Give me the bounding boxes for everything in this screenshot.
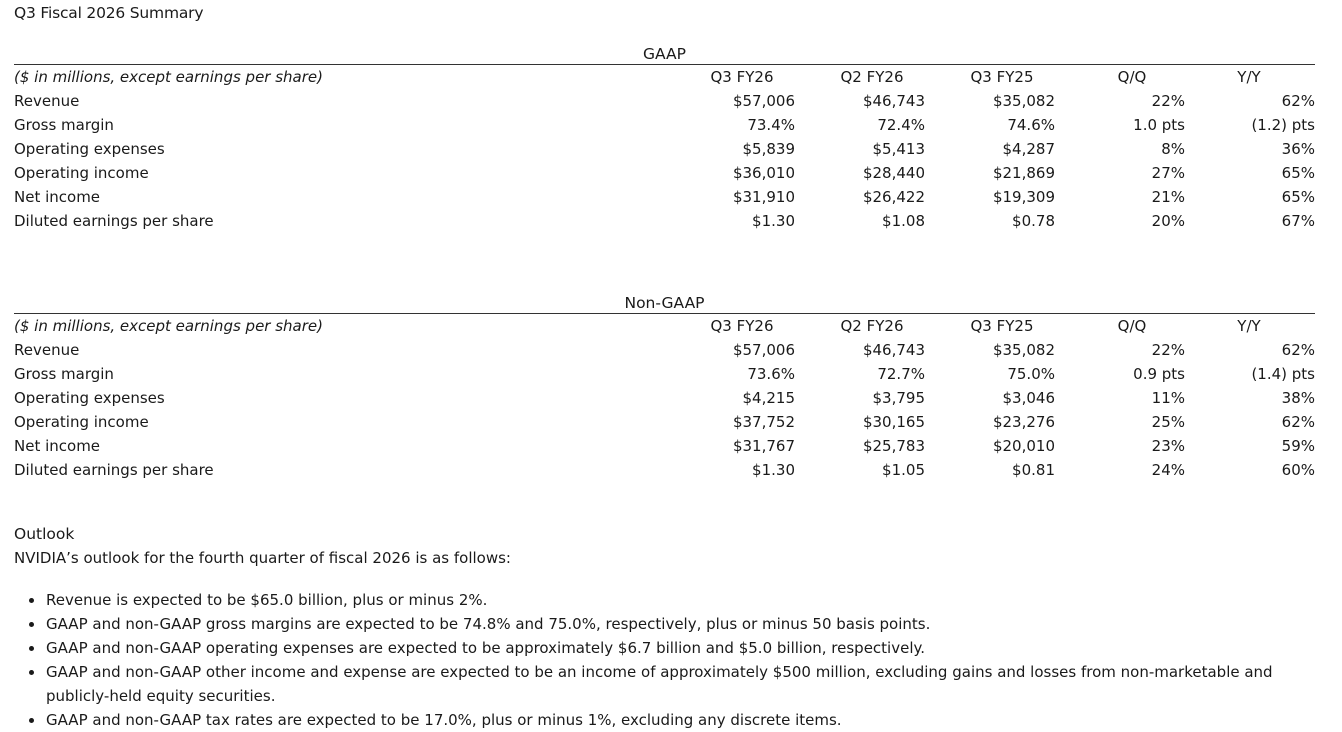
- cell-value: $31,910: [732, 188, 795, 206]
- cell-value: 75.0%: [1007, 365, 1055, 383]
- page-title: Q3 Fiscal 2026 Summary: [14, 4, 204, 22]
- cell-value: 74.6%: [1007, 116, 1055, 134]
- cell-value: 20%: [1151, 212, 1185, 230]
- row-label: Gross margin: [14, 116, 114, 134]
- cell-value: $57,006: [732, 341, 795, 359]
- list-item-text: GAAP and non-GAAP operating expenses are expected to be approximately $6.7 billion and $5.0 billion, respectively.: [46, 639, 926, 657]
- cell-value: $1.08: [882, 212, 925, 230]
- row-label: Diluted earnings per share: [14, 461, 214, 479]
- cell-value: $5,413: [872, 140, 925, 158]
- cell-value: $46,743: [862, 341, 925, 359]
- table-row: [14, 161, 1315, 185]
- row-label: Operating expenses: [14, 140, 165, 158]
- cell-value: $3,795: [872, 389, 925, 407]
- column-header: Y/Y: [1237, 68, 1261, 86]
- column-header: Q3 FY26: [710, 317, 774, 335]
- table-row: [14, 185, 1315, 209]
- table-row: [14, 137, 1315, 161]
- row-label: Operating income: [14, 164, 149, 182]
- table-row: [14, 338, 1315, 362]
- cell-value: 65%: [1281, 188, 1315, 206]
- row-label: Operating expenses: [14, 389, 165, 407]
- cell-value: 36%: [1281, 140, 1315, 158]
- cell-value: 73.6%: [747, 365, 795, 383]
- cell-value: $30,165: [862, 413, 925, 431]
- table-row: [14, 113, 1315, 137]
- cell-value: 60%: [1281, 461, 1315, 479]
- cell-value: $1.30: [752, 461, 795, 479]
- column-header: Q3 FY26: [710, 68, 774, 86]
- row-label: Gross margin: [14, 365, 114, 383]
- cell-value: $3,046: [1002, 389, 1055, 407]
- table-row: [14, 434, 1315, 458]
- cell-value: $28,440: [862, 164, 925, 182]
- cell-value: 72.4%: [877, 116, 925, 134]
- cell-value: 67%: [1281, 212, 1315, 230]
- cell-value: $37,752: [732, 413, 795, 431]
- column-header: Q2 FY26: [840, 317, 904, 335]
- cell-value: $4,287: [1002, 140, 1055, 158]
- cell-value: 24%: [1151, 461, 1185, 479]
- units-note: ($ in millions, except earnings per share): [14, 68, 323, 86]
- cell-value: $23,276: [992, 413, 1055, 431]
- table-header-row: [14, 314, 1315, 338]
- table-row: [14, 362, 1315, 386]
- table-row: [14, 410, 1315, 434]
- bullet-icon: [29, 622, 34, 627]
- cell-value: $57,006: [732, 92, 795, 110]
- cell-value: $1.05: [882, 461, 925, 479]
- cell-value: 22%: [1151, 92, 1185, 110]
- cell-value: $31,767: [732, 437, 795, 455]
- bullet-icon: [29, 598, 34, 603]
- cell-value: (1.2) pts: [1251, 116, 1315, 134]
- column-header: Q2 FY26: [840, 68, 904, 86]
- row-label: Net income: [14, 437, 101, 455]
- cell-value: 72.7%: [877, 365, 925, 383]
- cell-value: $4,215: [742, 389, 795, 407]
- bullet-icon: [29, 670, 34, 675]
- list-item: [14, 588, 1314, 612]
- row-label: Revenue: [14, 92, 80, 110]
- cell-value: $35,082: [992, 92, 1055, 110]
- cell-value: 38%: [1281, 389, 1315, 407]
- column-header: Y/Y: [1237, 317, 1261, 335]
- outlook-heading: Outlook: [14, 525, 75, 543]
- cell-value: $21,869: [992, 164, 1055, 182]
- cell-value: $19,309: [992, 188, 1055, 206]
- cell-value: 1.0 pts: [1133, 116, 1185, 134]
- gaap-table: [14, 45, 1315, 233]
- cell-value: 62%: [1281, 413, 1315, 431]
- cell-value: 22%: [1151, 341, 1185, 359]
- cell-value: $20,010: [992, 437, 1055, 455]
- row-label: Operating income: [14, 413, 149, 431]
- cell-value: 62%: [1281, 92, 1315, 110]
- cell-value: 27%: [1151, 164, 1185, 182]
- column-header: Q/Q: [1117, 317, 1147, 335]
- list-item-text: GAAP and non-GAAP other income and expense are expected to be an income of approximately $500 million, excluding gains and losses from non-marketable and publicly-held equity securities.: [46, 663, 1273, 705]
- column-header: Q/Q: [1117, 68, 1147, 86]
- non-gaap-table: [14, 294, 1315, 482]
- cell-value: 62%: [1281, 341, 1315, 359]
- cell-value: 11%: [1151, 389, 1185, 407]
- table-row: [14, 458, 1315, 482]
- table-header-row: [14, 65, 1315, 89]
- cell-value: 21%: [1151, 188, 1185, 206]
- cell-value: $46,743: [862, 92, 925, 110]
- cell-value: 59%: [1281, 437, 1315, 455]
- table-caption: [14, 45, 1315, 65]
- cell-value: 73.4%: [747, 116, 795, 134]
- table-caption: [14, 294, 1315, 314]
- cell-value: $26,422: [862, 188, 925, 206]
- row-label: Diluted earnings per share: [14, 212, 214, 230]
- table-caption-text: Non-GAAP: [624, 294, 705, 312]
- cell-value: 8%: [1161, 140, 1185, 158]
- list-item: [14, 660, 1314, 708]
- outlook-intro: NVIDIA’s outlook for the fourth quarter of fiscal 2026 is as follows:: [14, 549, 511, 567]
- cell-value: $0.81: [1012, 461, 1055, 479]
- cell-value: $5,839: [742, 140, 795, 158]
- table-row: [14, 209, 1315, 233]
- list-item: [14, 612, 1314, 636]
- cell-value: 23%: [1151, 437, 1185, 455]
- bullet-icon: [29, 646, 34, 651]
- row-label: Net income: [14, 188, 101, 206]
- table-row: [14, 386, 1315, 410]
- table-caption-text: GAAP: [643, 45, 686, 63]
- units-note: ($ in millions, except earnings per share): [14, 317, 323, 335]
- cell-value: $1.30: [752, 212, 795, 230]
- column-header: Q3 FY25: [970, 317, 1034, 335]
- list-item-text: GAAP and non-GAAP tax rates are expected to be 17.0%, plus or minus 1%, excluding any discrete items.: [46, 711, 842, 729]
- bullet-icon: [29, 718, 34, 723]
- table-row: [14, 89, 1315, 113]
- list-item: [14, 636, 1314, 660]
- list-item-text: Revenue is expected to be $65.0 billion, plus or minus 2%.: [46, 591, 488, 609]
- cell-value: $36,010: [732, 164, 795, 182]
- list-item-text: GAAP and non-GAAP gross margins are expected to be 74.8% and 75.0%, respectively, plus or minus 50 basis points.: [46, 615, 931, 633]
- cell-value: 0.9 pts: [1133, 365, 1185, 383]
- cell-value: $0.78: [1012, 212, 1055, 230]
- list-item: [14, 708, 1314, 732]
- cell-value: 25%: [1151, 413, 1185, 431]
- cell-value: (1.4) pts: [1251, 365, 1315, 383]
- outlook-list: [14, 588, 1314, 732]
- cell-value: $35,082: [992, 341, 1055, 359]
- cell-value: $25,783: [862, 437, 925, 455]
- row-label: Revenue: [14, 341, 80, 359]
- column-header: Q3 FY25: [970, 68, 1034, 86]
- cell-value: 65%: [1281, 164, 1315, 182]
